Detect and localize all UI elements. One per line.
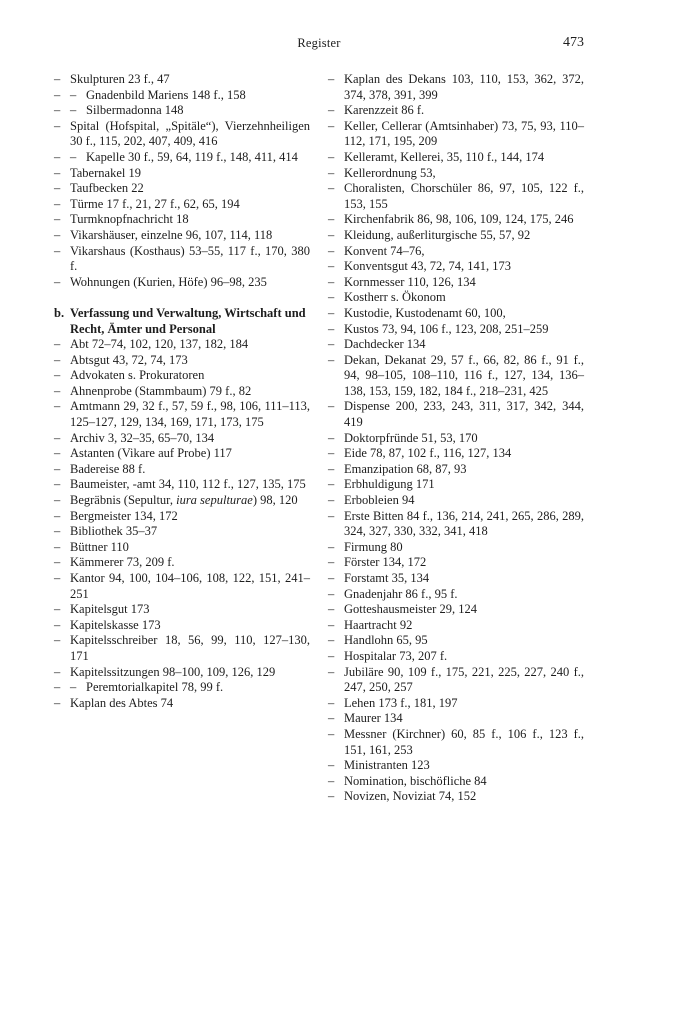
index-entry (54, 618, 310, 634)
entry-dash: – (54, 461, 61, 476)
entry-dash: – (328, 633, 335, 648)
index-entry (328, 72, 584, 103)
entry-dash: – (54, 633, 61, 648)
entry-text: Emanzipation 68, 87, 93 (344, 461, 467, 476)
index-entry (328, 212, 584, 228)
entry-text: Eide 78, 87, 102 f., 116, 127, 134 (344, 446, 512, 461)
index-entry (54, 399, 310, 430)
index-entry (328, 711, 584, 727)
entry-dash: – (328, 773, 335, 788)
entry-text: Abt 72–74, 102, 120, 137, 182, 184 (70, 337, 249, 352)
entry-dash: – (54, 617, 61, 632)
entry-text: Archiv 3, 32–35, 65–70, 134 (70, 430, 215, 445)
entry-dash: – (54, 383, 61, 398)
entry-text: Dekan, Dekanat 29, 57 f., 66, 82, 86 f., 91 f., 94, 98–105, 108–110, 116 f., 127, 134, 136–138, 153, 159, 182, 184 f., 218–231, 425 (344, 352, 584, 398)
entry-subdash: – (70, 680, 77, 695)
entry-dash: – (54, 508, 61, 523)
entry-text: Handlohn 65, 95 (344, 633, 428, 648)
index-entry (54, 181, 310, 197)
index-entry (54, 493, 310, 509)
index-entry (54, 633, 310, 664)
entry-text: Hospitalar 73, 207 f. (344, 648, 448, 663)
entry-text: Forstamt 35, 134 (344, 571, 430, 585)
entry-dash: – (54, 243, 61, 258)
entry-text: Amtmann 29, 32 f., 57, 59 f., 98, 106, 111–113, 125–127, 129, 134, 169, 171, 173, 175 (70, 399, 310, 430)
index-entry (328, 618, 584, 634)
entry-dash: – (328, 212, 335, 227)
index-entry (328, 399, 584, 430)
entry-text: Astanten (Vikare auf Probe) 117 (70, 446, 232, 461)
entry-dash: – (54, 72, 61, 86)
index-entry (54, 524, 310, 540)
entry-text: Kostherr s. Ökonom (344, 290, 446, 305)
entry-dash: – (328, 399, 335, 414)
index-entry (328, 602, 584, 618)
index-entry (54, 571, 310, 602)
entry-dash: – (54, 430, 61, 445)
entry-dash: – (328, 758, 335, 773)
entry-text-before: Begräbnis (Sepultur, (70, 493, 177, 508)
index-entry (54, 602, 310, 618)
entry-dash: – (54, 368, 61, 383)
index-entry (328, 493, 584, 509)
index-entry (328, 150, 584, 166)
index-entry (328, 555, 584, 571)
index-entry (54, 212, 310, 228)
entry-text: Kapitelsschreiber 18, 56, 99, 110, 127–130, 171 (70, 633, 310, 663)
entry-dash: – (54, 181, 61, 196)
entry-dash: – (328, 446, 335, 461)
entry-dash: – (328, 571, 335, 585)
index-entry (328, 774, 584, 790)
index-entry (328, 665, 584, 696)
entry-dash: – (328, 586, 335, 601)
entry-dash: – (328, 103, 335, 118)
entry-dash: – (54, 399, 61, 414)
entry-text: Erbobleien 94 (344, 493, 415, 508)
index-entry (328, 649, 584, 665)
entry-text: Vikarshaus (Kosthaus) 53–55, 117 f., 170, 380 f. (70, 243, 310, 274)
entry-text: Keller, Cellerar (Amtsinhaber) 73, 75, 93, 110–112, 171, 195, 209 (344, 118, 584, 149)
entry-text: Jubiläre 90, 109 f., 175, 221, 225, 227, 240 f., 247, 250, 257 (344, 664, 584, 695)
index-entry (328, 290, 584, 306)
entry-dash: – (328, 274, 335, 289)
entry-dash: – (328, 430, 335, 445)
section-heading (54, 306, 310, 337)
entry-dash: – (328, 602, 335, 617)
index-entry (328, 322, 584, 338)
index-entry (328, 181, 584, 212)
entry-text: Haartracht 92 (344, 617, 413, 632)
entry-text: Wohnungen (Kurien, Höfe) 96–98, 235 (70, 274, 267, 289)
entry-dash: – (328, 493, 335, 508)
entry-text: Kornmesser 110, 126, 134 (344, 274, 476, 289)
index-entry (54, 353, 310, 369)
entry-dash: – (328, 789, 335, 804)
entry-dash: – (54, 446, 61, 461)
entry-text: Förster 134, 172 (344, 555, 427, 570)
index-entry (54, 244, 310, 275)
entry-dash: – (328, 149, 335, 164)
index-entry (54, 665, 310, 681)
index-entry (328, 353, 584, 400)
index-entry (54, 384, 310, 400)
index-entry (54, 166, 310, 182)
entry-text: Türme 17 f., 21, 27 f., 62, 65, 194 (70, 196, 240, 211)
entry-dash: – (328, 555, 335, 570)
entry-dash: – (328, 305, 335, 320)
entry-text: Kellerordnung 53, (344, 165, 436, 180)
entry-dash: – (328, 352, 335, 367)
index-entry (54, 228, 310, 244)
entry-dash: – (328, 477, 335, 492)
entry-text: Tabernakel 19 (70, 165, 141, 180)
entry-dash: – (328, 243, 335, 258)
index-entry (328, 696, 584, 712)
index-column-right (328, 72, 584, 805)
index-entry (54, 150, 310, 166)
entry-text: Kaplan des Dekans 103, 110, 153, 362, 372, 374, 378, 391, 399 (344, 72, 584, 102)
index-entry (54, 540, 310, 556)
entry-text: Konvent 74–76, (344, 243, 425, 258)
entry-text: Kaplan des Abtes 74 (70, 695, 174, 710)
index-entry (54, 197, 310, 213)
page-number: 473 (563, 35, 584, 50)
entry-dash: – (328, 508, 335, 523)
entry-text: Vikarshäuser, einzelne 96, 107, 114, 118 (70, 227, 273, 242)
entry-dash: – (328, 695, 335, 710)
index-entry (328, 587, 584, 603)
entry-text: Erbhuldigung 171 (344, 477, 435, 492)
entry-text: Lehen 173 f., 181, 197 (344, 695, 458, 710)
entry-text: Choralisten, Chorschüler 86, 97, 105, 122 f., 153, 155 (344, 181, 584, 211)
index-column-left (54, 72, 310, 711)
entry-dash: – (54, 695, 61, 710)
index-entry (328, 633, 584, 649)
entry-text: Skulpturen 23 f., 47 (70, 72, 170, 86)
entry-dash: – (54, 274, 61, 289)
index-entries-offices (328, 72, 584, 805)
entry-dash: – (328, 617, 335, 632)
entry-text: Baumeister, -amt 34, 110, 112 f., 127, 135, 175 (70, 477, 306, 492)
entry-dash: – (54, 571, 61, 585)
entry-text: Erste Bitten 84 f., 136, 214, 241, 265, 286, 289, 324, 327, 330, 332, 341, 418 (344, 508, 584, 539)
entry-dash: – (54, 664, 61, 679)
entry-dash: – (54, 103, 61, 118)
index-entry (54, 446, 310, 462)
entry-dash: – (328, 539, 335, 554)
entry-text: Spital (Hofspital, „Spitäle“), Vierzehnheiligen 30 f., 115, 202, 407, 409, 416 (70, 118, 310, 149)
entry-dash: – (328, 648, 335, 663)
entry-dash: – (54, 602, 61, 617)
entry-dash: – (54, 149, 61, 164)
index-entry (328, 477, 584, 493)
index-entry (54, 368, 310, 384)
entry-dash: – (328, 290, 335, 305)
entry-text: Kantor 94, 100, 104–106, 108, 122, 151, 241–251 (70, 571, 310, 601)
entry-dash: – (54, 539, 61, 554)
index-entry (54, 509, 310, 525)
entry-text: Nomination, bischöfliche 84 (344, 773, 487, 788)
index-entry (328, 103, 584, 119)
index-entry (328, 758, 584, 774)
entry-text: Kapitelssitzungen 98–100, 109, 126, 129 (70, 664, 276, 679)
entry-dash: – (328, 165, 335, 180)
index-entry (54, 555, 310, 571)
page-header (54, 36, 584, 56)
entry-dash: – (328, 72, 335, 86)
entry-text: Advokaten s. Prokuratoren (70, 368, 205, 383)
section-letter: b. (54, 305, 65, 320)
entry-dash: – (54, 337, 61, 352)
section-title: Verfassung und Verwaltung, Wirtschaft und Recht, Ämter und Personal (70, 305, 306, 336)
entry-text: Kämmerer 73, 209 f. (70, 555, 175, 570)
entry-dash: – (328, 337, 335, 352)
entry-text: Firmung 80 (344, 539, 403, 554)
entry-text: Kustos 73, 94, 106 f., 123, 208, 251–259 (344, 321, 549, 336)
entry-text: Kapitelskasse 173 (70, 617, 161, 632)
entry-text: Ministranten 123 (344, 758, 430, 773)
index-entry (54, 477, 310, 493)
index-entry (328, 431, 584, 447)
index-entry (54, 103, 310, 119)
entry-dash: – (328, 259, 335, 274)
index-entry (54, 696, 310, 712)
index-entry (54, 88, 310, 104)
entry-text: Turmknopfnachricht 18 (70, 212, 189, 227)
entry-text: Gotteshausmeister 29, 124 (344, 602, 477, 617)
entry-text: Messner (Kirchner) 60, 85 f., 106 f., 123 f., 151, 161, 253 (344, 726, 584, 757)
entry-text: Kapitelsgut 173 (70, 602, 150, 617)
entry-text: Dispense 200, 233, 243, 311, 317, 342, 344, 419 (344, 399, 584, 430)
entry-dash: – (328, 181, 335, 196)
running-head: Register (297, 36, 341, 50)
entry-dash: – (328, 726, 335, 741)
entry-dash: – (328, 118, 335, 133)
index-entry (328, 540, 584, 556)
entry-dash: – (54, 680, 61, 695)
entry-subdash: – (70, 87, 77, 102)
entry-dash: – (54, 493, 61, 508)
entry-text: Kustodie, Kustodenamt 60, 100, (344, 305, 506, 320)
entry-text: Taufbecken 22 (70, 181, 144, 196)
entry-text: Maurer 134 (344, 711, 403, 726)
index-entry (54, 680, 310, 696)
entry-text: Kapelle 30 f., 59, 64, 119 f., 148, 411, 414 (86, 149, 298, 164)
index-entry (54, 337, 310, 353)
entry-text: Gnadenbild Mariens 148 f., 158 (86, 87, 246, 102)
index-entries-administration (54, 337, 310, 711)
index-entry (328, 727, 584, 758)
entry-text: Novizen, Noviziat 74, 152 (344, 789, 477, 804)
index-entry (328, 446, 584, 462)
index-entry (328, 119, 584, 150)
entry-text: Konventsgut 43, 72, 74, 141, 173 (344, 259, 512, 274)
entry-text: Silbermadonna 148 (86, 103, 184, 118)
entry-text: Gnadenjahr 86 f., 95 f. (344, 586, 458, 601)
entry-text: Ahnenprobe (Stammbaum) 79 f., 82 (70, 383, 252, 398)
entry-dash: – (54, 196, 61, 211)
entry-text: Abtsgut 43, 72, 74, 173 (70, 352, 188, 367)
entry-dash: – (54, 212, 61, 227)
entry-text-after: ) 98, 120 (252, 493, 298, 508)
entry-dash: – (328, 321, 335, 336)
entry-text: Kleidung, außerliturgische 55, 57, 92 (344, 227, 531, 242)
index-entry (328, 259, 584, 275)
entry-dash: – (54, 524, 61, 539)
index-entries-buildings (54, 72, 310, 290)
entry-dash: – (328, 664, 335, 679)
index-entry (328, 306, 584, 322)
entry-subdash: – (70, 149, 77, 164)
entry-text: Bibliothek 35–37 (70, 524, 158, 539)
index-entry (328, 337, 584, 353)
entry-subdash: – (70, 103, 77, 118)
entry-dash: – (328, 461, 335, 476)
entry-dash: – (54, 118, 61, 133)
index-entry (328, 244, 584, 260)
entry-text: Kirchenfabrik 86, 98, 106, 109, 124, 175, 246 (344, 212, 574, 227)
index-entry (54, 431, 310, 447)
entry-text (70, 493, 298, 507)
entry-text: Peremtorialkapitel 78, 99 f. (86, 680, 224, 695)
index-entry (54, 462, 310, 478)
entry-text: Dachdecker 134 (344, 337, 426, 352)
index-entry (328, 462, 584, 478)
index-entry (328, 166, 584, 182)
index-entry (328, 571, 584, 587)
entry-dash: – (54, 477, 61, 492)
entry-text: Badereise 88 f. (70, 461, 146, 476)
entry-dash: – (54, 352, 61, 367)
index-entry (328, 509, 584, 540)
entry-text: Büttner 110 (70, 539, 129, 554)
entry-dash: – (328, 227, 335, 242)
entry-dash: – (54, 165, 61, 180)
entry-text-italic: iura sepulturae (176, 493, 253, 508)
entry-dash: – (54, 87, 61, 102)
entry-text: Kelleramt, Kellerei, 35, 110 f., 144, 174 (344, 149, 545, 164)
index-entry (54, 72, 310, 88)
entry-dash: – (54, 555, 61, 570)
index-entry (328, 789, 584, 805)
entry-text: Karenzzeit 86 f. (344, 103, 425, 118)
index-entry (54, 275, 310, 291)
index-entry (328, 228, 584, 244)
entry-dash: – (328, 711, 335, 726)
entry-dash: – (54, 227, 61, 242)
index-entry (328, 275, 584, 291)
index-entry (54, 119, 310, 150)
entry-text: Doktorpfründe 51, 53, 170 (344, 430, 478, 445)
entry-text: Bergmeister 134, 172 (70, 508, 178, 523)
